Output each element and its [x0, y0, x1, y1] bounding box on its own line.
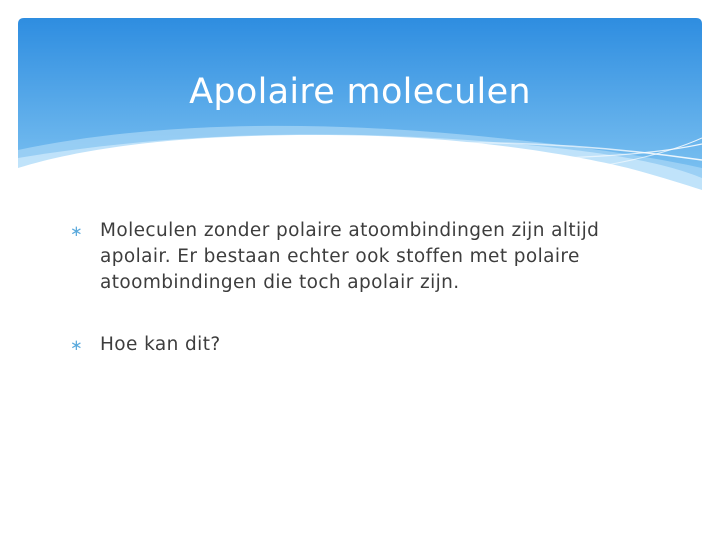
slide-title: Apolaire moleculen — [189, 72, 531, 112]
bullet-list — [70, 218, 670, 358]
bullet-item — [70, 332, 670, 358]
bullet-text: Moleculen zonder polaire atoombindingen zijn altijd apolair. Er bestaan echter ook stoffen met polaire atoombindingen die toch apolair zijn. — [100, 220, 600, 293]
bullet-item — [70, 218, 670, 296]
title-banner — [18, 18, 702, 198]
bullet-text: Hoe kan dit? — [100, 334, 221, 355]
asterisk-bullet-icon: ∗ — [70, 222, 83, 240]
asterisk-bullet-icon: ∗ — [70, 336, 83, 354]
